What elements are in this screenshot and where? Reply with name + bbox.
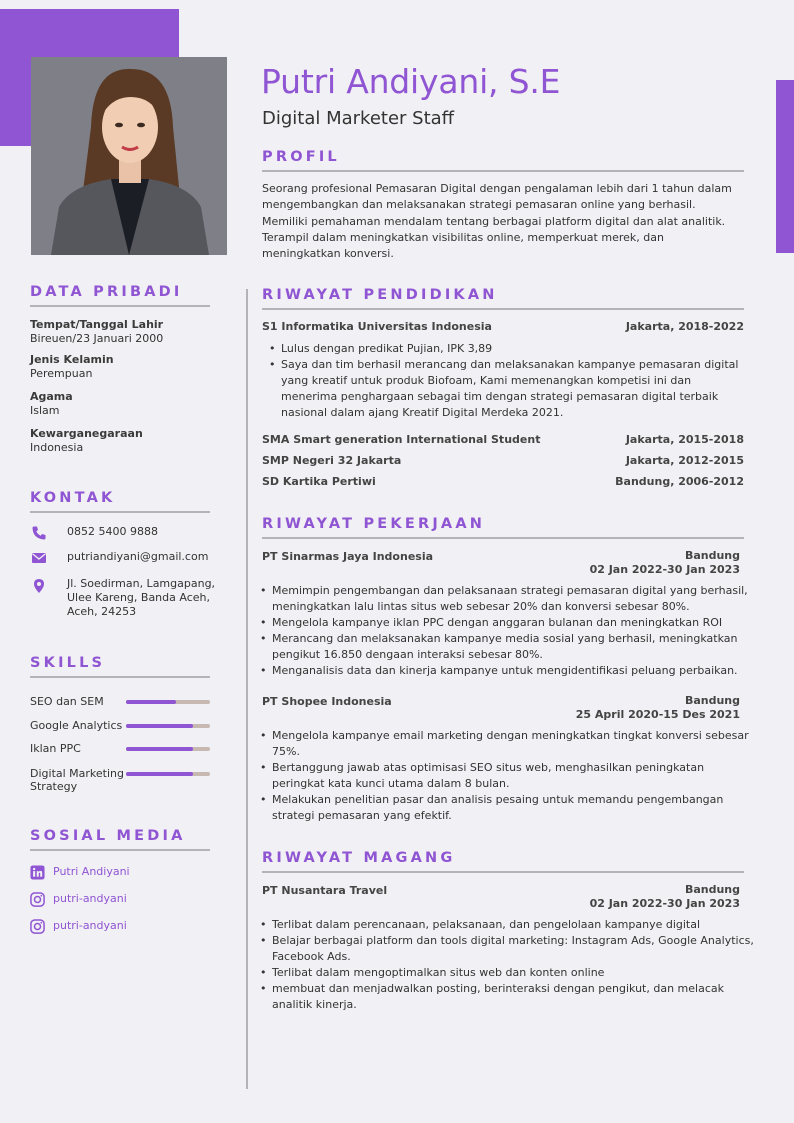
- skill-level-bar: [126, 700, 210, 704]
- education-place-date: Bandung, 2006-2012: [615, 475, 744, 488]
- skill-item: [30, 767, 210, 793]
- field-value: Islam: [30, 404, 60, 417]
- job-period: 02 Jan 2022-30 Jan 2023: [589, 563, 740, 576]
- skill-label: SEO dan SEM: [30, 695, 104, 708]
- list-item: • membuat dan menjadwalkan posting, berinteraksi dengan pengikut, dan melacak analitik kinerja.: [260, 981, 760, 1013]
- personal-item-religion: [30, 390, 220, 418]
- education-school: S1 Informatika Universitas Indonesia: [262, 320, 492, 333]
- list-item: • Saya dan tim berhasil merancang dan melaksanakan kampanye pemasaran digital yang kreatif untuk produk Biofoam, Kami memenangkan kompetisi ini dan menerima penghargaan sebagai tim dengan strategi pemasaran digital terbaik nasional dalam ajang Kreatif Digital Merdeka 2021.: [269, 357, 749, 421]
- personal-item-gender: [30, 353, 220, 381]
- skill-label: Strategy: [30, 780, 78, 793]
- phone-icon: [31, 525, 47, 541]
- personal-item-nationality: [30, 427, 220, 455]
- address-line: Ulee Kareng, Banda Aceh,: [67, 591, 210, 604]
- internship-bullets: [260, 917, 760, 1013]
- section-title: SKILLS: [30, 655, 106, 671]
- list-item: • Mengelola kampanye iklan PPC dengan anggaran bulanan dan meningkatkan ROI: [260, 615, 760, 631]
- education-section-header: [262, 287, 744, 310]
- personal-section-header: [30, 284, 210, 307]
- social-handle: putri-andyani: [53, 919, 127, 932]
- skill-label: Digital Marketing: [30, 767, 124, 780]
- social-section-header: [30, 828, 210, 851]
- section-title: RIWAYAT MAGANG: [262, 850, 456, 866]
- section-divider: [30, 676, 210, 678]
- internship-company: PT Nusantara Travel: [262, 884, 388, 897]
- section-title: DATA PRIBADI: [30, 284, 183, 300]
- education-place-date: Jakarta, 2018-2022: [625, 320, 744, 333]
- skill-level-fill: [126, 772, 193, 776]
- skill-label: Google Analytics: [30, 719, 123, 732]
- list-item: • Bertanggung jawab atas optimisasi SEO situs web, menghasilkan peningkatan peringkat kata kunci utama dalam 8 bulan.: [260, 760, 760, 792]
- column-divider: [246, 289, 248, 1089]
- instagram-icon: [30, 919, 45, 934]
- candidate-role: Digital Marketer Staff: [262, 108, 455, 129]
- list-item: • Mengelola kampanye email marketing dengan meningkatkan tingkat konversi sebesar 75%.: [260, 728, 760, 760]
- skills-section-header: [30, 655, 210, 678]
- skill-level-fill: [126, 724, 193, 728]
- address-line: Jl. Soedirman, Lamgapang,: [67, 577, 216, 590]
- profile-photo: [31, 57, 227, 255]
- section-divider: [262, 537, 744, 539]
- list-item: • Memimpin pengembangan dan pelaksanaan strategi pemasaran digital yang berhasil, meningkatkan lalu lintas situs web sebesar 20% dan konversi sebesar 80%.: [260, 583, 760, 615]
- field-label: Kewarganegaraan: [30, 427, 143, 440]
- job-company: PT Shopee Indonesia: [262, 695, 392, 708]
- section-divider: [262, 871, 744, 873]
- field-value: Indonesia: [30, 441, 84, 454]
- job-city: Bandung: [684, 694, 740, 707]
- list-item: • Terlibat dalam perencanaan, pelaksanaan, dan pengelolaan kampanye digital: [260, 917, 760, 933]
- section-divider: [30, 305, 210, 307]
- skill-item: [30, 719, 210, 732]
- skill-item: [30, 742, 210, 755]
- skill-item: [30, 695, 210, 708]
- job-bullets: [260, 583, 760, 679]
- education-school: SD Kartika Pertiwi: [262, 475, 376, 488]
- list-item: • Menganalisis data dan kinerja kampanye untuk mengidentifikasi peluang perbaikan.: [260, 663, 760, 679]
- section-divider: [262, 308, 744, 310]
- instagram-icon: [30, 892, 45, 907]
- section-divider: [30, 511, 210, 513]
- skill-level-bar: [126, 747, 210, 751]
- job-city: Bandung: [684, 549, 740, 562]
- decorative-block-right: [776, 80, 794, 253]
- location-pin-icon: [31, 578, 47, 594]
- section-title: RIWAYAT PENDIDIKAN: [262, 287, 498, 303]
- education-school: SMP Negeri 32 Jakarta: [262, 454, 402, 467]
- field-value: Perempuan: [30, 367, 93, 380]
- address-line: Aceh, 24253: [67, 605, 137, 618]
- skill-level-fill: [126, 700, 176, 704]
- mail-icon: [31, 550, 47, 566]
- section-divider: [30, 849, 210, 851]
- job-bullets: [260, 728, 760, 824]
- profile-section-header: [262, 149, 744, 172]
- list-item: • Melakukan penelitian pasar dan analisis pesaing untuk memandu pengembangan strategi pemasaran yang efektif.: [260, 792, 760, 824]
- section-divider: [262, 170, 744, 172]
- section-title: PROFIL: [262, 149, 340, 165]
- email-address: putriandiyani@gmail.com: [67, 550, 209, 563]
- job-company: PT Sinarmas Jaya Indonesia: [262, 550, 434, 563]
- skill-level-fill: [126, 747, 193, 751]
- skill-level-bar: [126, 724, 210, 728]
- list-item: • Terlibat dalam mengoptimalkan situs web dan konten online: [260, 965, 760, 981]
- skill-level-bar: [126, 772, 210, 776]
- phone-number: 0852 5400 9888: [67, 525, 158, 538]
- profile-summary: Seorang profesional Pemasaran Digital dengan pengalaman lebih dari 1 tahun dalam mengembangkan dan melaksanakan strategi pemasaran online yang berhasil. Memiliki pemahaman mendalam tentang berbagai platform digital dan alat analitik. Terampil dalam meningkatkan visibilitas online, memperkuat merek, dan meningkatkan konversi.: [262, 182, 732, 261]
- personal-data-list: [30, 318, 220, 455]
- field-label: Tempat/Tanggal Lahir: [30, 318, 164, 331]
- internship-city: Bandung: [684, 883, 740, 896]
- section-title: KONTAK: [30, 490, 116, 506]
- education-bullets: [269, 341, 749, 421]
- linkedin-icon: [30, 865, 45, 880]
- skill-label: Iklan PPC: [30, 742, 81, 755]
- list-item: • Belajar berbagai platform dan tools digital marketing: Instagram Ads, Google Analytics, Facebook Ads.: [260, 933, 760, 965]
- list-item: • Lulus dengan predikat Pujian, IPK 3,89: [269, 341, 749, 357]
- internship-period: 02 Jan 2022-30 Jan 2023: [589, 897, 740, 910]
- field-label: Jenis Kelamin: [30, 353, 114, 366]
- internship-section-header: [262, 850, 744, 873]
- education-school: SMA Smart generation International Student: [262, 433, 541, 446]
- personal-item-birth: [30, 318, 220, 346]
- social-handle: putri-andyani: [53, 892, 127, 905]
- field-value: Bireuen/23 Januari 2000: [30, 332, 164, 345]
- education-place-date: Jakarta, 2012-2015: [625, 454, 744, 467]
- job-period: 25 April 2020-15 Des 2021: [575, 708, 740, 721]
- section-title: RIWAYAT PEKERJAAN: [262, 516, 486, 532]
- candidate-name: Putri Andiyani, S.E: [261, 62, 561, 101]
- list-item: • Merancang dan melaksanakan kampanye media sosial yang berhasil, meningkatkan pengikut 16.850 dengaan interaksi sebesar 80%.: [260, 631, 760, 663]
- work-section-header: [262, 516, 744, 539]
- section-title: SOSIAL MEDIA: [30, 828, 186, 844]
- field-label: Agama: [30, 390, 73, 403]
- address-text: [67, 577, 215, 619]
- social-handle: Putri Andiyani: [53, 865, 130, 878]
- contact-section-header: [30, 490, 210, 513]
- education-place-date: Jakarta, 2015-2018: [625, 433, 744, 446]
